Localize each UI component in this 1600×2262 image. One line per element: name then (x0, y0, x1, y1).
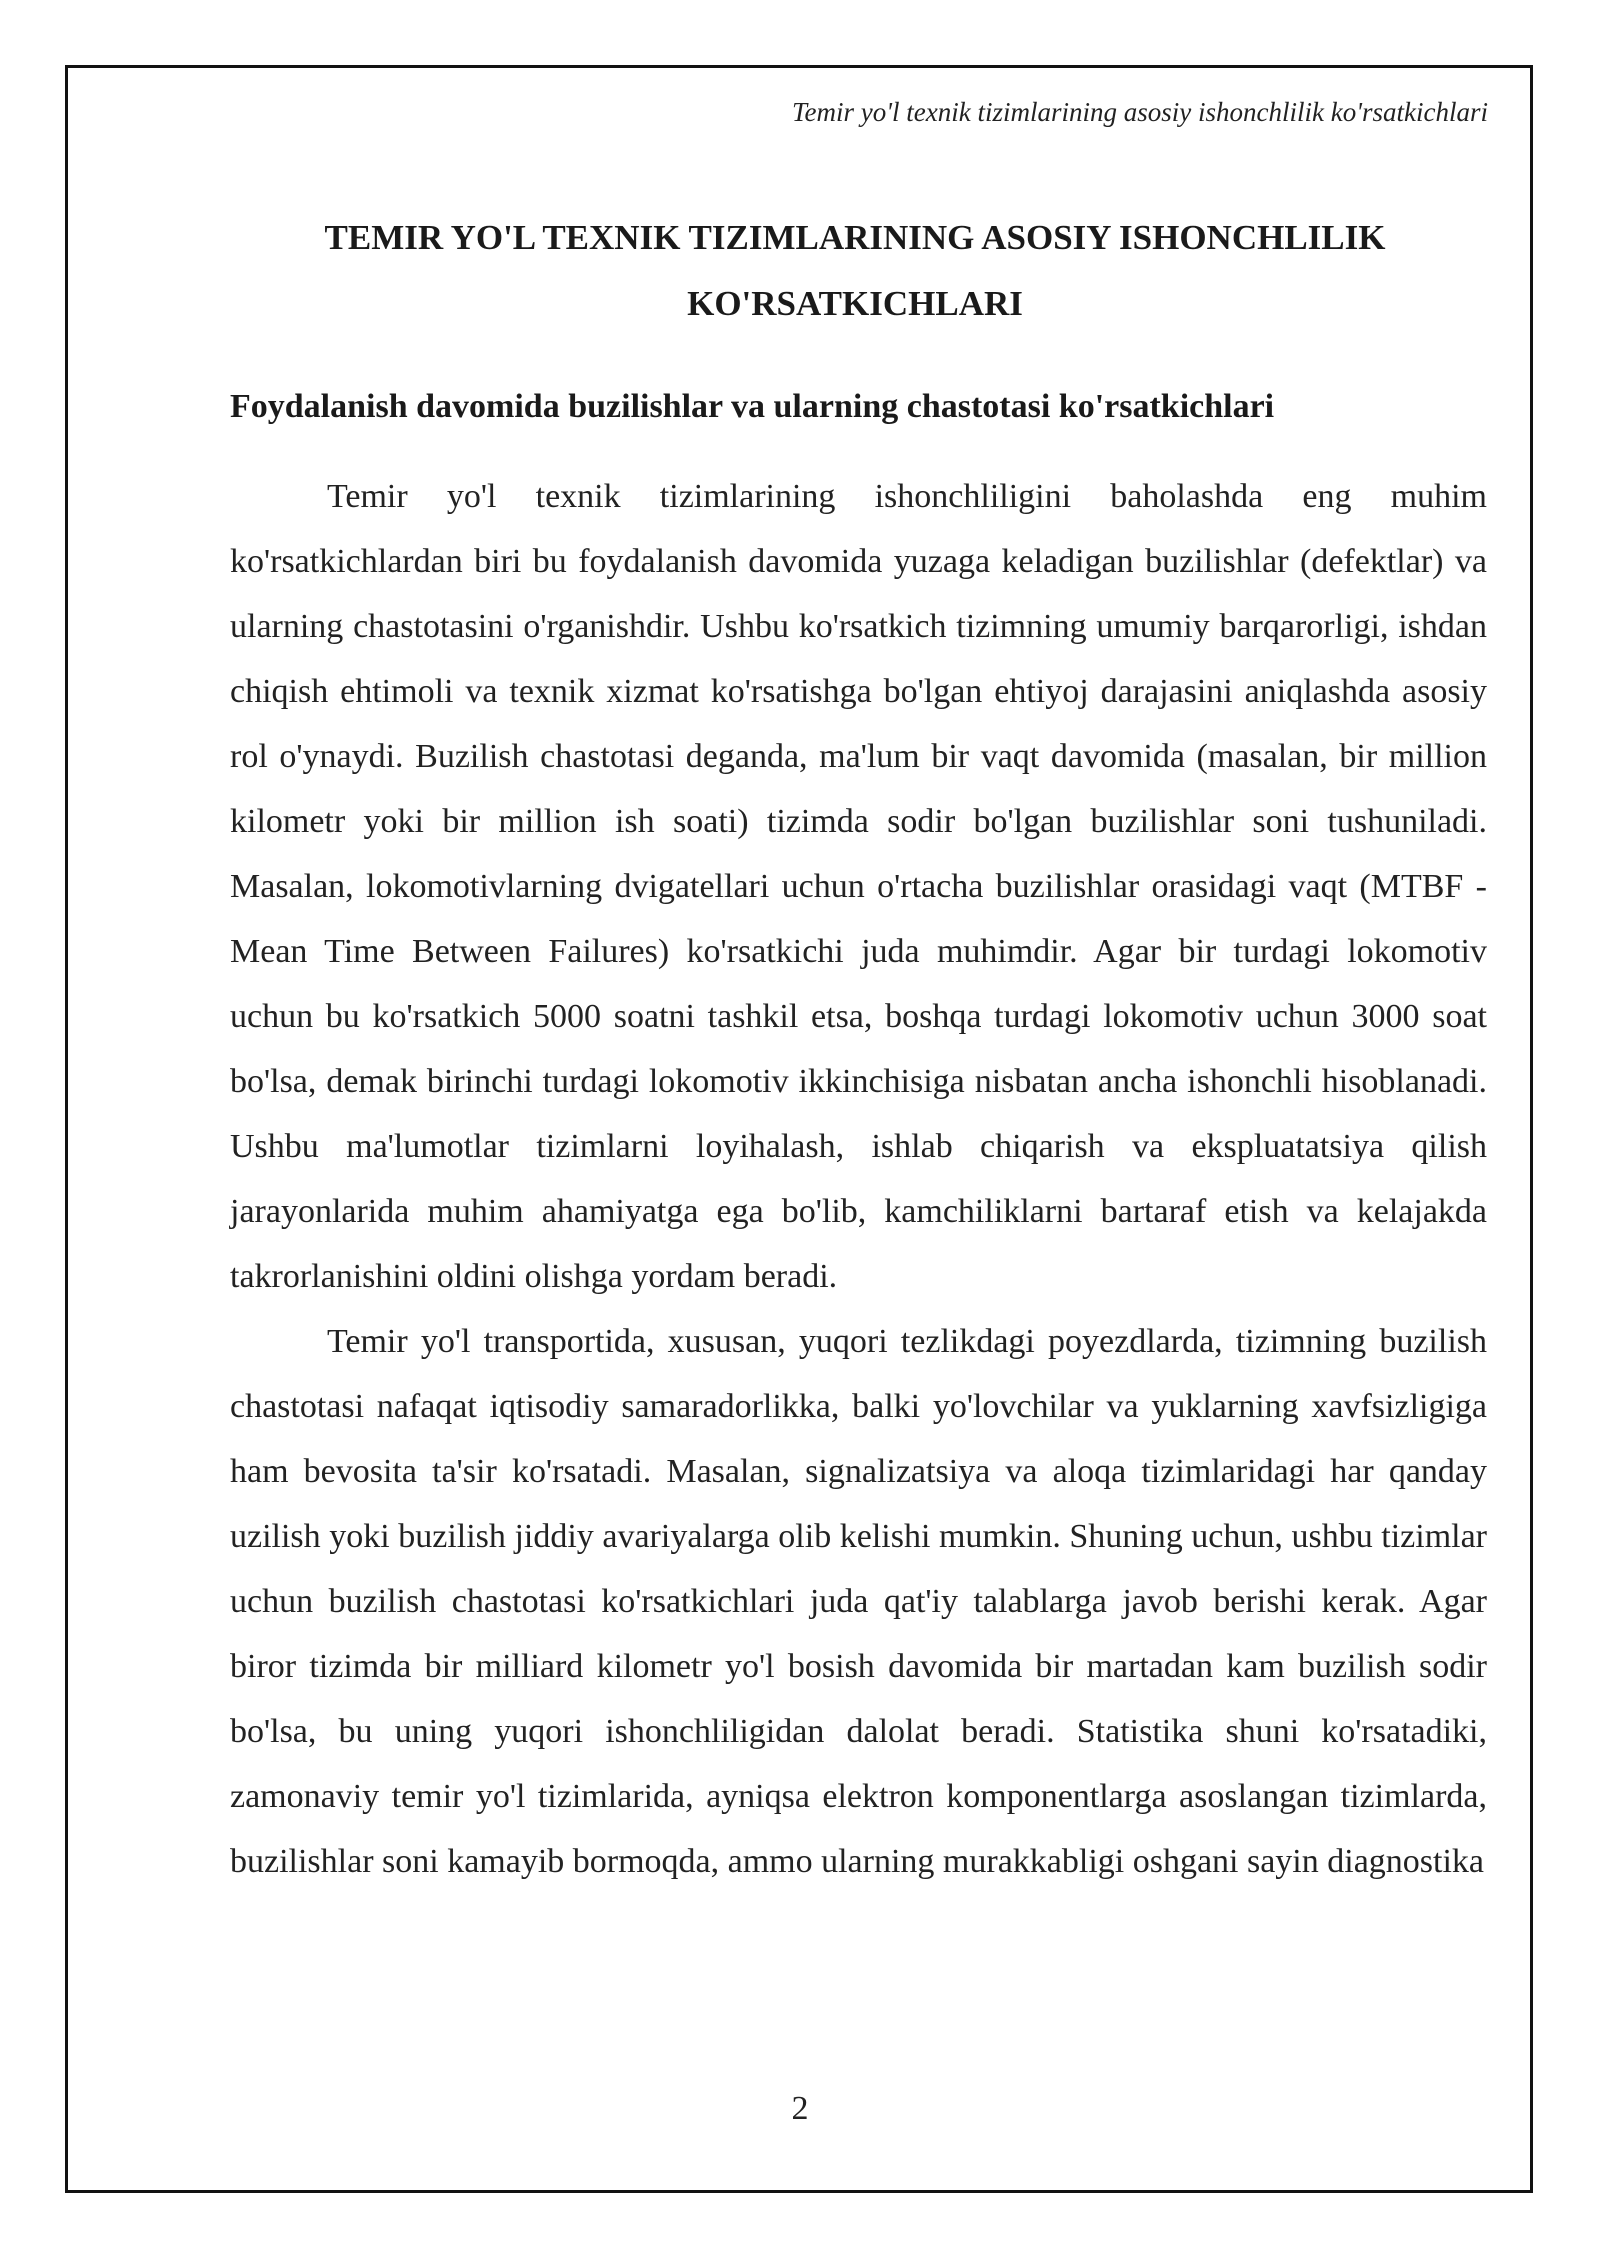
paragraph: Temir yo'l transportida, xususan, yuqori tezlikdagi poyezdlarda, tizimning buzilish chastotasi nafaqat iqtisodiy samaradorlikka, balki yo'lovchilar va yuklarning xavfsizligiga ham bevosita ta'sir ko'rsatadi. Masalan, signalizatsiya va aloqa tizimlaridagi har qanday uzilish yoki buzilish jiddiy avariyalarga olib kelishi mumkin. Shuning uchun, ushbu tizimlar uchun buzilish chastotasi ko'rsatkichlari juda qat'iy talablarga javob berishi kerak. Agar biror tizimda bir milliard kilometr yo'l bosish davomida bir martadan kam buzilish sodir bo'lsa, bu uning yuqori ishonchliligidan dalolat beradi. Statistika shuni ko'rsatadiki, zamonaviy temir yo'l tizimlarida, ayniqsa elektron komponentlarga asoslangan tizimlarda, buzilishlar soni kamayib bormoqda, ammo ularning murakkabligi oshgani sayin diagnostika (230, 1323, 1487, 1880)
paragraph: Temir yo'l texnik tizimlarining ishonchliligini baholashda eng muhim ko'rsatkichlardan biri bu foydalanish davomida yuzaga keladigan buzilishlar (defektlar) va ularning chastotasini o'rganishdir. Ushbu ko'rsatkich tizimning umumiy barqarorligi, ishdan chiqish ehtimoli va texnik xizmat ko'rsatishga bo'lgan ehtiyoj darajasini aniqlashda asosiy rol o'ynaydi. Buzilish chastotasi deganda, ma'lum bir vaqt davomida (masalan, bir million kilometr yoki bir million ish soati) tizimda sodir bo'lgan buzilishlar soni tushuniladi. Masalan, lokomotivlarning dvigatellari uchun o'rtacha buzilishlar orasidagi vaqt (MTBF - Mean Time Between Failures) ko'rsatkichi juda muhimdir. Agar bir turdagi lokomotiv uchun bu ko'rsatkich 5000 soatni tashkil etsa, boshqa turdagi lokomotiv uchun 3000 soat bo'lsa, demak birinchi turdagi lokomotiv ikkinchisiga nisbatan ancha ishonchli hisoblanadi. Ushbu ma'lumotlar tizimlarni loyihalash, ishlab chiqarish va ekspluatatsiya qilish jarayonlarida muhim ahamiyatga ega bo'lib, kamchiliklarni bartaraf etish va kelajakda takrorlanishini oldini olishga yordam beradi. (230, 478, 1487, 1295)
document-title: TEMIR YO'L TEXNIK TIZIMLARINING ASOSIY ISHONCHLILIK KO'RSATKICHLARI (324, 218, 1386, 323)
body-text (230, 464, 1487, 1894)
running-header: Temir yo'l texnik tizimlarining asosiy ishonchlilik ko'rsatkichlari (791, 97, 1488, 127)
section-heading: Foydalanish davomida buzilishlar va ularning chastotasi ko'rsatkichlari (230, 388, 1275, 425)
page-number: 2 (791, 2090, 809, 2127)
